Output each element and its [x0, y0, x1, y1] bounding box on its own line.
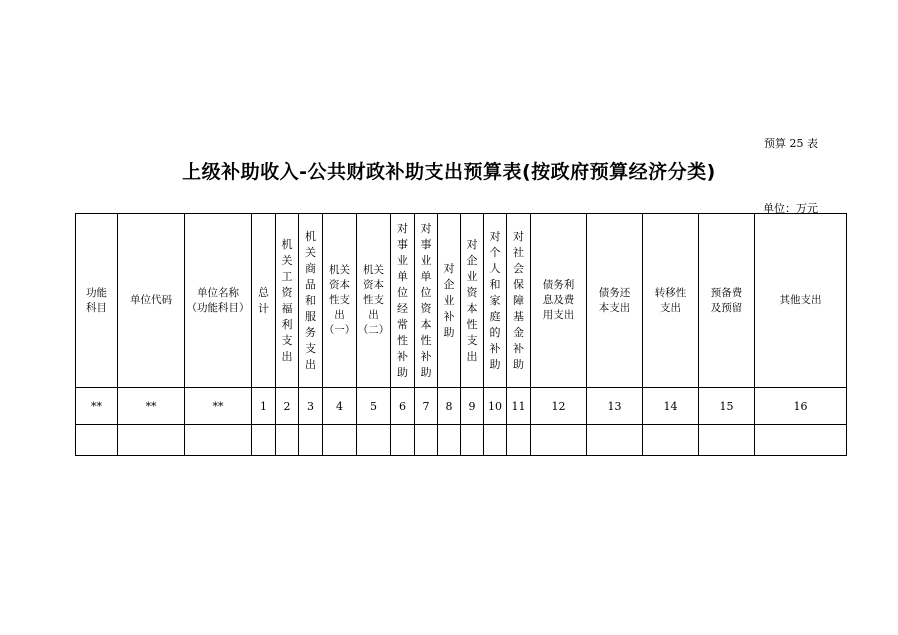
column-header: [587, 214, 643, 388]
page-title: 上级补助收入-公共财政补助支出预算表(按政府预算经济分类): [182, 161, 716, 183]
column-header-label: 转移性 支出: [654, 286, 687, 314]
column-header: [118, 214, 185, 388]
column-header: [299, 214, 323, 388]
column-header-label: 对事业单位经常性补助: [397, 221, 408, 379]
table-cell[interactable]: [118, 425, 185, 456]
column-header: [484, 214, 507, 388]
column-header-label: 机关工资福利支出: [281, 237, 293, 363]
column-header: [185, 214, 252, 388]
column-index: 14: [643, 388, 699, 425]
table-cell[interactable]: [531, 425, 587, 456]
budget-table: [75, 213, 847, 456]
column-index: **: [76, 388, 118, 425]
column-header-label: 对社会保障基金补助: [513, 229, 524, 371]
column-index: 10: [484, 388, 507, 425]
column-index: 4: [323, 388, 357, 425]
column-header-label: 预备费 及预留: [710, 286, 743, 314]
column-header-label: 机关 资本 性支 出 （二）: [357, 264, 390, 336]
table-cell[interactable]: [391, 425, 415, 456]
table-cell[interactable]: [323, 425, 357, 456]
column-header-label: 总计: [258, 285, 269, 315]
column-index: **: [118, 388, 185, 425]
table-cell[interactable]: [252, 425, 276, 456]
column-header-label: 对企业资本性支出: [466, 237, 478, 363]
table-cell[interactable]: [587, 425, 643, 456]
column-header-label: 单位代码: [130, 294, 172, 306]
table-cell[interactable]: [699, 425, 755, 456]
column-header: [438, 214, 461, 388]
table-cell[interactable]: [299, 425, 323, 456]
table-cell[interactable]: [438, 425, 461, 456]
blank-data-row: [76, 425, 847, 456]
column-index: 12: [531, 388, 587, 425]
column-index: 5: [357, 388, 391, 425]
table-cell[interactable]: [357, 425, 391, 456]
column-header: [252, 214, 276, 388]
table-cell[interactable]: [276, 425, 299, 456]
column-header: [391, 214, 415, 388]
table-cell[interactable]: [415, 425, 438, 456]
header-row: [76, 214, 847, 388]
column-index: 2: [276, 388, 299, 425]
column-index: **: [185, 388, 252, 425]
column-header: [643, 214, 699, 388]
column-index: 1: [252, 388, 276, 425]
column-header: [276, 214, 299, 388]
column-header-label: 债务还 本支出: [598, 286, 631, 314]
column-index: 16: [755, 388, 847, 425]
column-header: [531, 214, 587, 388]
column-index: 8: [438, 388, 461, 425]
table-cell[interactable]: [185, 425, 252, 456]
column-header-label: 对个人和家庭的补助: [489, 229, 501, 371]
column-header-label: 对事业单位资本性补助: [420, 221, 432, 379]
column-header: [755, 214, 847, 388]
column-header: [323, 214, 357, 388]
column-index: 7: [415, 388, 438, 425]
column-index: 13: [587, 388, 643, 425]
table-cell[interactable]: [461, 425, 484, 456]
table-code: 预算 25 表: [764, 137, 818, 150]
column-header-label: 功能 科目: [86, 286, 107, 314]
column-index: 9: [461, 388, 484, 425]
table-cell[interactable]: [484, 425, 507, 456]
column-header-label: 其他支出: [779, 294, 822, 306]
column-index: 6: [391, 388, 415, 425]
table-cell[interactable]: [76, 425, 118, 456]
column-header-label: 机关商品和服务支出: [305, 229, 316, 371]
table-cell[interactable]: [755, 425, 847, 456]
column-index: 11: [507, 388, 531, 425]
column-header: [699, 214, 755, 388]
column-header-label: 债务利 息及费 用支出: [542, 279, 575, 321]
column-index-row: [76, 388, 847, 425]
column-header: [76, 214, 118, 388]
column-header-label: 对企业补助: [443, 261, 455, 339]
column-index: 15: [699, 388, 755, 425]
column-header: [415, 214, 438, 388]
column-index: 3: [299, 388, 323, 425]
column-header: [461, 214, 484, 388]
table-cell[interactable]: [643, 425, 699, 456]
unit-label: 单位：万元: [763, 202, 818, 215]
column-header: [507, 214, 531, 388]
table-cell[interactable]: [507, 425, 531, 456]
column-header-label: 单位名称 （功能科目）: [186, 286, 250, 314]
column-header-label: 机关 资本 性支 出 （一）: [323, 264, 356, 336]
column-header: [357, 214, 391, 388]
